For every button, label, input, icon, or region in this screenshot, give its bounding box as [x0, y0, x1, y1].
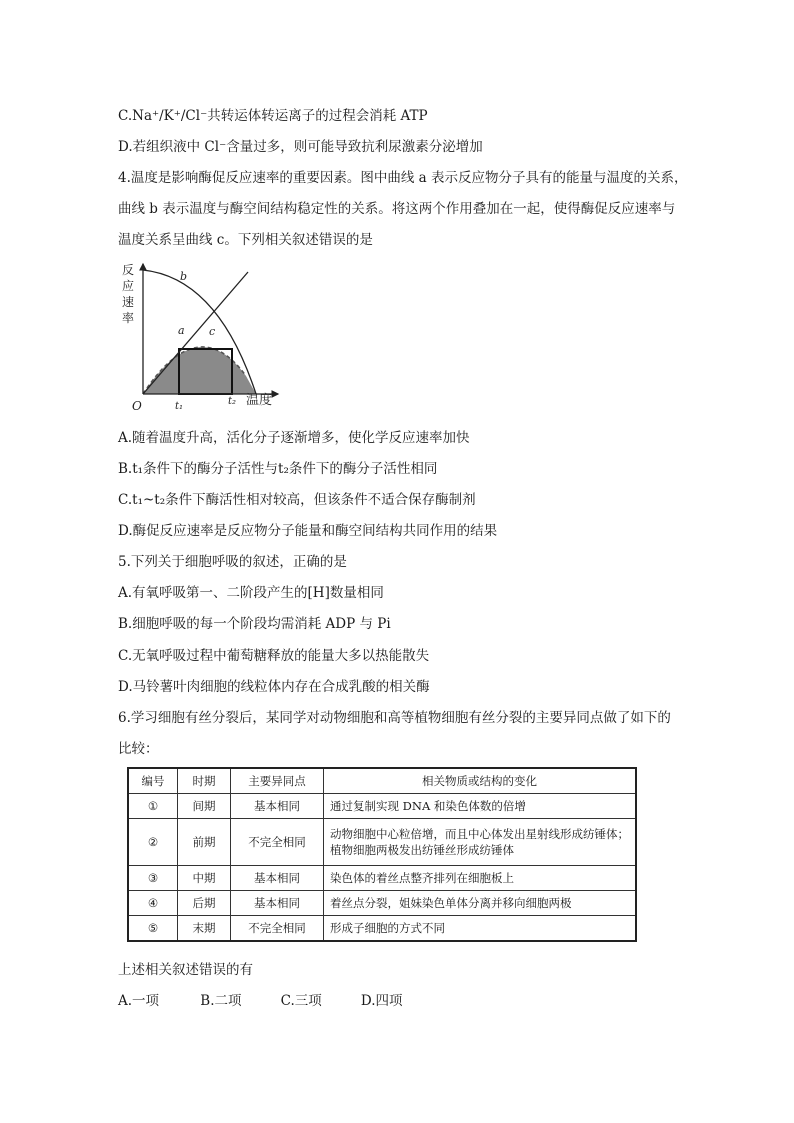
table-row [128, 866, 636, 891]
q4-option-d: D.酶促反应速率是反应物分子能量和酶空间结构共同作用的结果 [118, 523, 498, 539]
q6-options [118, 989, 403, 1009]
cell-number: ⑤ [128, 916, 178, 942]
curve-b-label: b [180, 270, 188, 283]
header-number: 编号 [128, 768, 178, 794]
q4-stem-line-3: 温度关系呈曲线 c。下列相关叙述错误的是 [118, 232, 373, 248]
q3-option-d: D.若组织液中 Cl⁻含量过多，则可能导致抗利尿激素分泌增加 [118, 139, 483, 155]
x-axis-label: 温度 [246, 393, 273, 408]
cell-phase: 末期 [178, 916, 231, 942]
q5-option-c: C.无氧呼吸过程中葡萄糖释放的能量大多以热能散失 [118, 648, 430, 664]
table-row [128, 794, 636, 819]
q3-option-c: C.Na⁺/K⁺/Cl⁻共转运体转运离子的过程会消耗 ATP [118, 108, 428, 124]
table-row [128, 916, 636, 942]
cell-phase: 后期 [178, 891, 231, 916]
cell-change: 通过复制实现 DNA 和染色体数的倍增 [324, 794, 637, 819]
cell-number: ① [128, 794, 178, 819]
cell-change [324, 819, 637, 866]
t2-label: t₂ [228, 396, 237, 407]
cell-number: ④ [128, 891, 178, 916]
cell-point: 不完全相同 [231, 819, 324, 866]
q6-tail: 上述相关叙述错误的有 [118, 962, 253, 978]
q4-option-b: B.t₁条件下的酶分子活性与t₂条件下的酶分子活性相同 [118, 461, 438, 477]
q5-option-b: B.细胞呼吸的每一个阶段均需消耗 ADP 与 Pi [118, 616, 391, 632]
cell-number: ③ [128, 866, 178, 891]
q6-stem-line-1: 6.学习细胞有丝分裂后，某同学对动物细胞和高等植物细胞有丝分裂的主要异同点做了如下的 [118, 710, 671, 726]
curve-c-label: c [209, 325, 216, 338]
y-label-4: 率 [122, 311, 135, 325]
y-label-1: 反 [122, 263, 135, 277]
cell-change: 着丝点分裂，姐妹染色单体分离并移向细胞两极 [324, 891, 637, 916]
cell-point: 不完全相同 [231, 916, 324, 942]
q6-option-d: D.四项 [360, 993, 403, 1009]
cell-number: ② [128, 819, 178, 866]
cell-point: 基本相同 [231, 866, 324, 891]
q4-stem-line-2: 曲线 b 表示温度与酶空间结构稳定性的关系。将这两个作用叠加在一起，使得酶促反应速率与 [118, 201, 676, 217]
q5-stem: 5.下列关于细胞呼吸的叙述，正确的是 [118, 554, 347, 570]
q4-option-a: A.随着温度升高，活化分子逐渐增多，使化学反应速率加快 [118, 430, 470, 446]
cell-point: 基本相同 [231, 794, 324, 819]
q6-option-a: A.一项 [118, 993, 160, 1009]
origin-label: O [132, 399, 142, 413]
q6-option-c: C.三项 [280, 993, 322, 1009]
cell-phase: 中期 [178, 866, 231, 891]
t1-label: t₁ [175, 401, 184, 412]
y-label-2: 应 [122, 279, 135, 293]
enzyme-rate-figure [118, 258, 288, 418]
header-phase: 时期 [178, 768, 231, 794]
cell-change: 形成子细胞的方式不同 [324, 916, 637, 942]
table-header-row [128, 768, 636, 794]
q6-option-b: B.二项 [200, 993, 242, 1009]
cell-phase: 前期 [178, 819, 231, 866]
header-change: 相关物质或结构的变化 [324, 768, 637, 794]
cell-point: 基本相同 [231, 891, 324, 916]
cell-change-line-2: 植物细胞两极发出纺锤丝形成纺锤体 [330, 843, 514, 857]
table-row [128, 819, 636, 866]
q5-option-d: D.马铃薯叶肉细胞的线粒体内存在合成乳酸的相关酶 [118, 679, 430, 695]
q4-stem-line-1: 4.温度是影响酶促反应速率的重要因素。图中曲线 a 表示反应物分子具有的能量与温度的关系， [118, 170, 688, 186]
cell-phase: 间期 [178, 794, 231, 819]
q6-stem-line-2: 比较： [118, 741, 159, 757]
y-label-3: 速 [122, 295, 135, 309]
cell-change: 染色体的着丝点整齐排列在细胞板上 [324, 866, 637, 891]
cell-change-line-1: 动物细胞中心粒倍增，而且中心体发出星射线形成纺锤体； [330, 827, 629, 841]
q4-option-c: C.t₁~t₂条件下酶活性相对较高，但该条件不适合保存酶制剂 [118, 492, 476, 508]
curve-a-label: a [178, 324, 185, 337]
q5-option-a: A.有氧呼吸第一、二阶段产生的[H]数量相同 [118, 585, 384, 601]
table-row [128, 891, 636, 916]
mitosis-comparison-table [127, 767, 637, 942]
header-point: 主要异同点 [231, 768, 324, 794]
